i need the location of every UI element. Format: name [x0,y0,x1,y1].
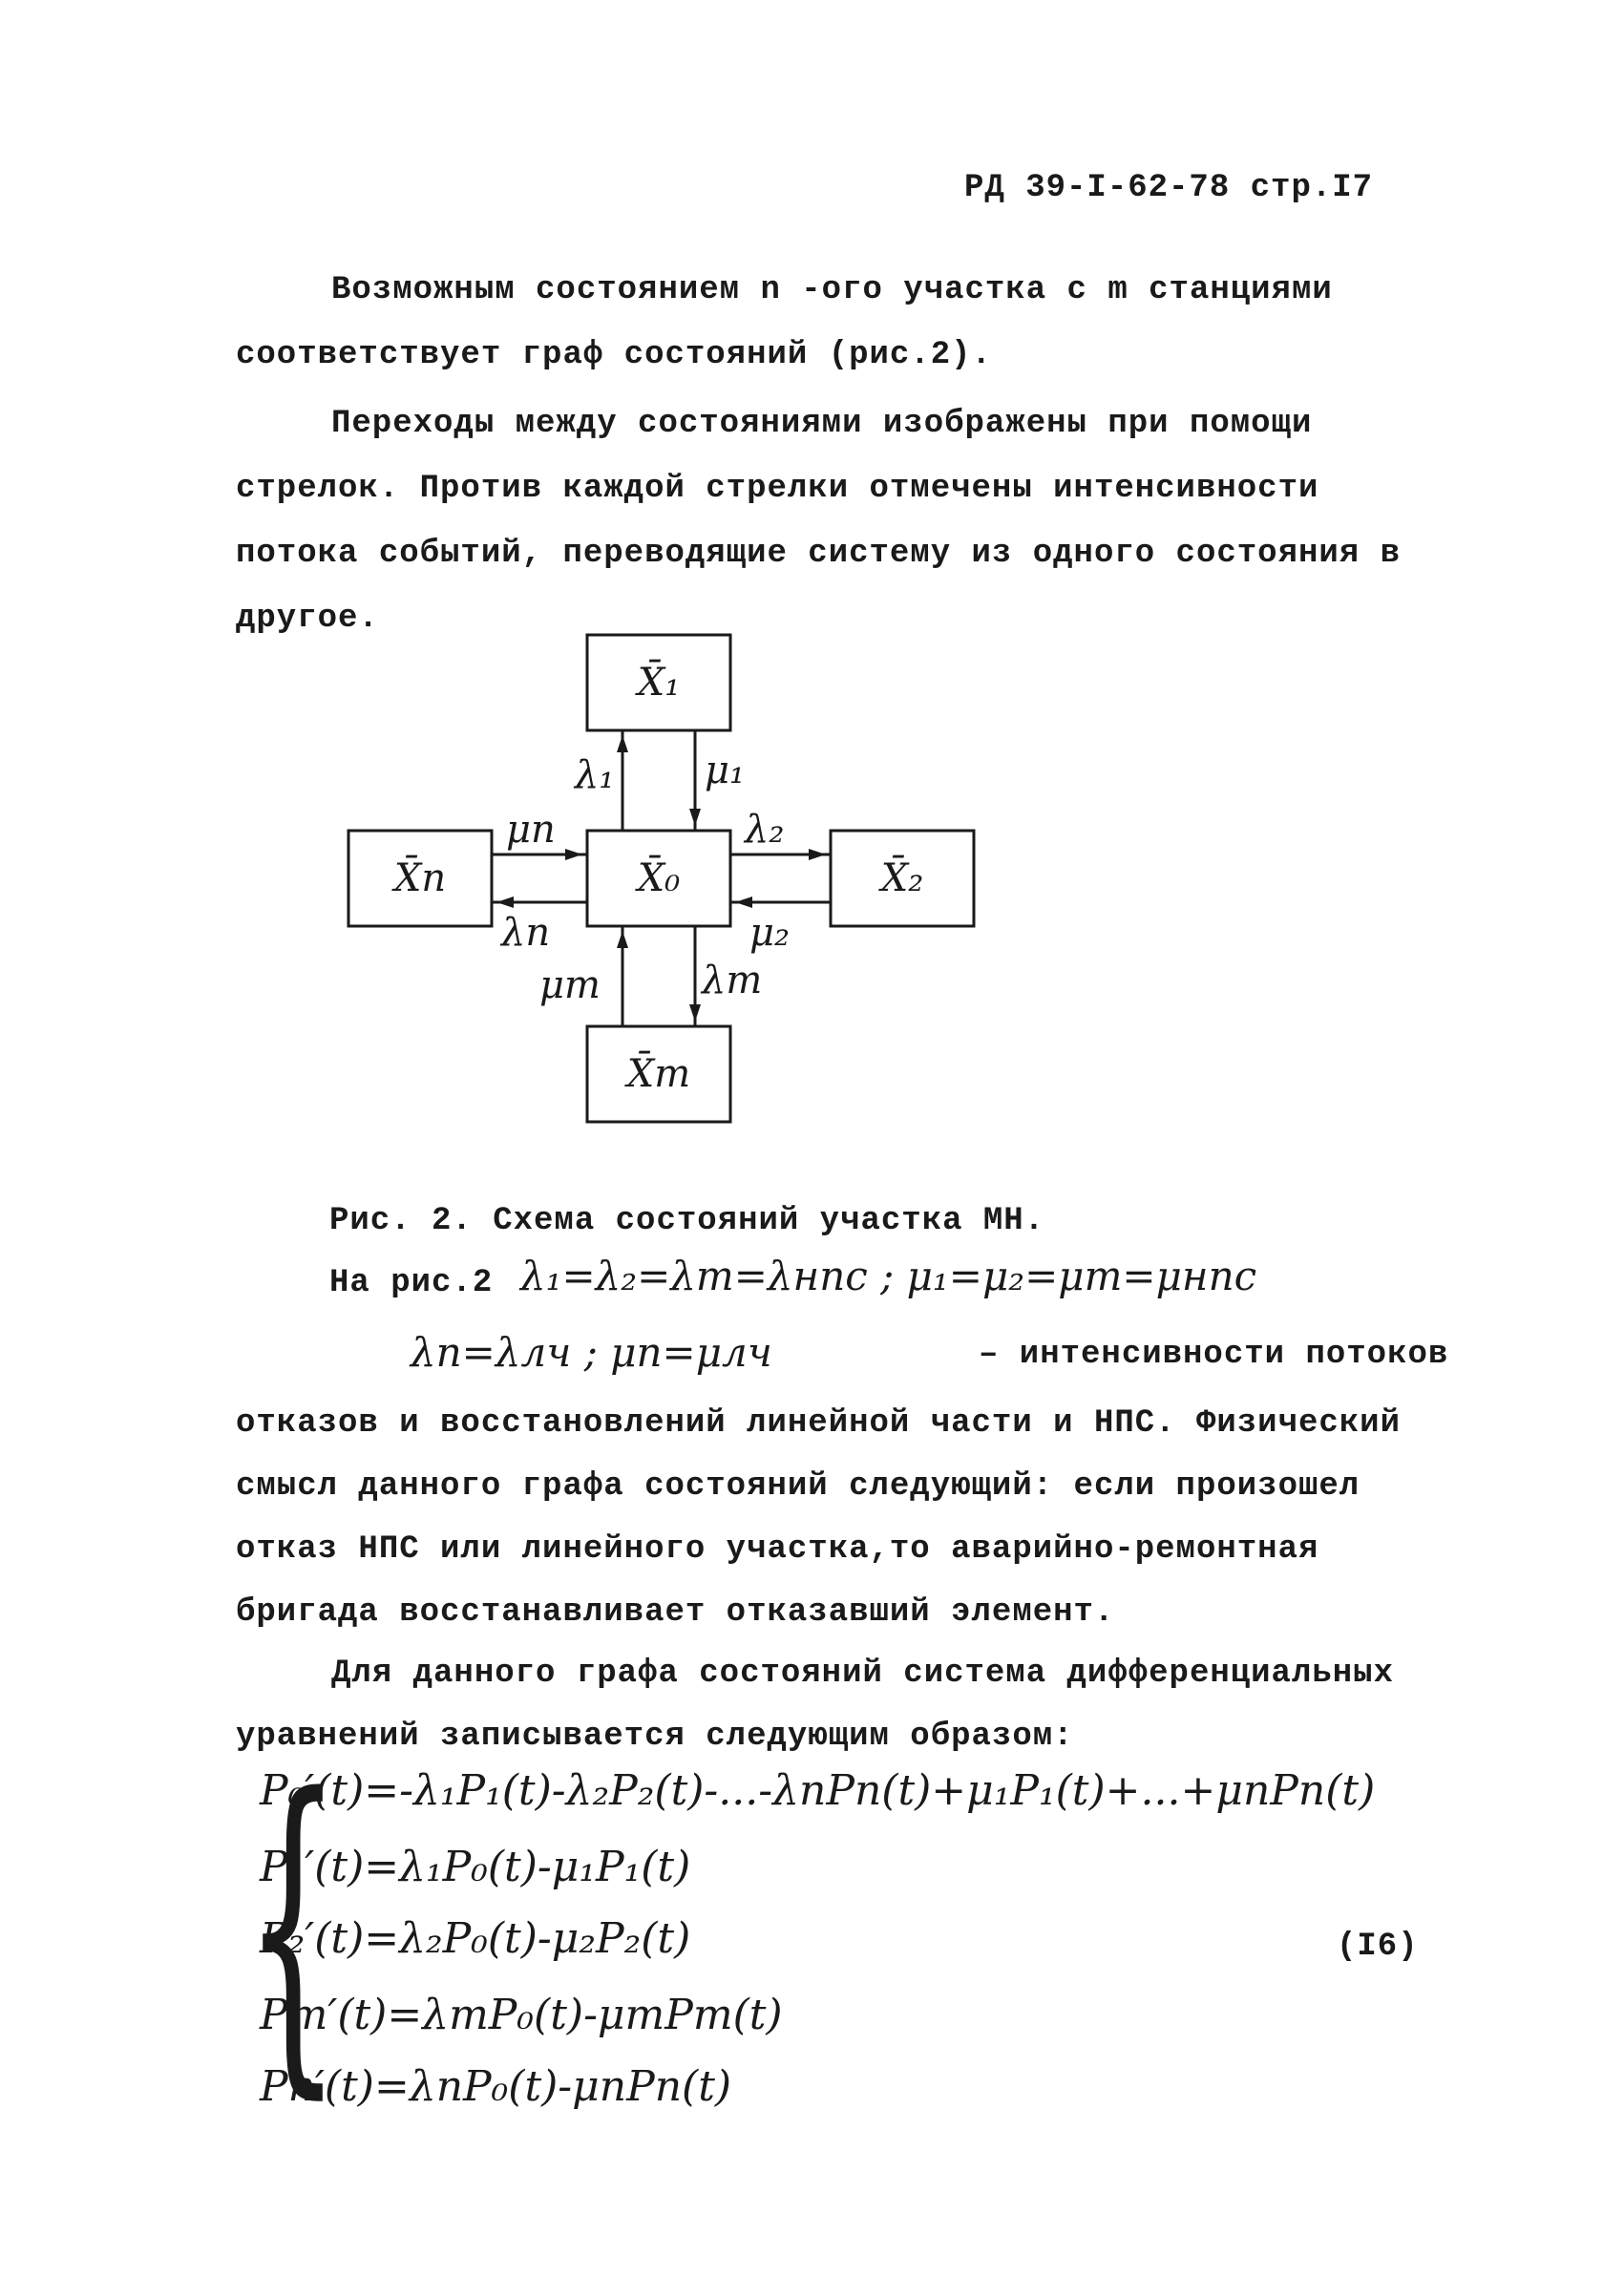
label-mun: μn [506,808,556,852]
label-lambda2: λ₂ [745,808,785,852]
label-lambdam: λm [702,959,763,1002]
arrowhead-mu2 [735,896,752,908]
paragraph-2: Переходы между состояниями изображены при помощи стрелок. Против каждой стрелки отмечены интенсивности потока событий, переводящие систему из одного состояния в другое. [236,406,1401,637]
state-graph-diagram [325,621,1012,1155]
paragraph-3: отказов и восстановлений линейной части и НПС. Физический смысл данного графа состояний следующий: если произошел отказ НПС или линейного участка,то аварийно-ремонтная бригада восстанавливает отказавший элемент. [236,1405,1401,1631]
arrowhead-lambda1 [617,735,628,752]
label-lambda1: λ₁ [575,753,615,797]
equation-1: P₁′(t)=λ₁P₀(t)-μ₁P₁(t) [260,1843,691,1891]
label-lambdan: λn [501,911,551,955]
arrowhead-lambdam [689,1004,701,1022]
label-box-bottom: X̄m [626,1052,691,1096]
arrowhead-mu1 [689,809,701,826]
equation-3: Pm′(t)=λmP₀(t)-μmPm(t) [260,1991,783,2039]
equation-0: P₀′(t)=-λ₁P₁(t)-λ₂P₂(t)-...-λnPn(t)+μ₁P₁(t)+...+μnPn(t) [260,1766,1376,1815]
equation-4: Pn′(t)=λnP₀(t)-μnPn(t) [260,2062,732,2111]
arrowhead-lambda2 [809,849,826,860]
label-box-top: X̄₁ [637,661,681,705]
paragraph-4: Для данного графа состояний система дифференциальных уравнений записывается следующим образом: [236,1656,1394,1755]
label-mum: μm [539,963,601,1007]
arrowhead-lambdan [496,896,514,908]
label-box-center: X̄₀ [637,856,681,900]
paragraph-1: Возможным состоянием n -ого участка с m станциями соответствует граф состояний (рис.2). [236,272,1333,373]
label-box-left: X̄n [393,856,447,900]
page-header: РД 39-I-62-78 стр.I7 [964,170,1374,206]
label-box-right: X̄₂ [880,856,924,900]
system-brace: { [243,1726,343,2126]
note-formula-nps: λ₁=λ₂=λm=λнпс ; μ₁=μ₂=μm=μнпс [520,1253,1257,1299]
label-mu1: μ₁ [705,749,746,792]
arrowhead-mun [565,849,582,860]
figure-caption: Рис. 2. Схема состояний участка МН. [329,1203,1045,1239]
equation-number: (I6) [1337,1929,1419,1965]
equation-2: P₂′(t)=λ₂P₀(t)-μ₂P₂(t) [260,1914,691,1963]
note-formula-lch: λn=λлч ; μn=μлч [411,1329,772,1376]
note-lead: На рис.2 [329,1265,494,1301]
arrowhead-mum [617,931,628,948]
label-mu2: μ₂ [749,911,791,955]
note-description: – интенсивности потоков [979,1337,1449,1373]
